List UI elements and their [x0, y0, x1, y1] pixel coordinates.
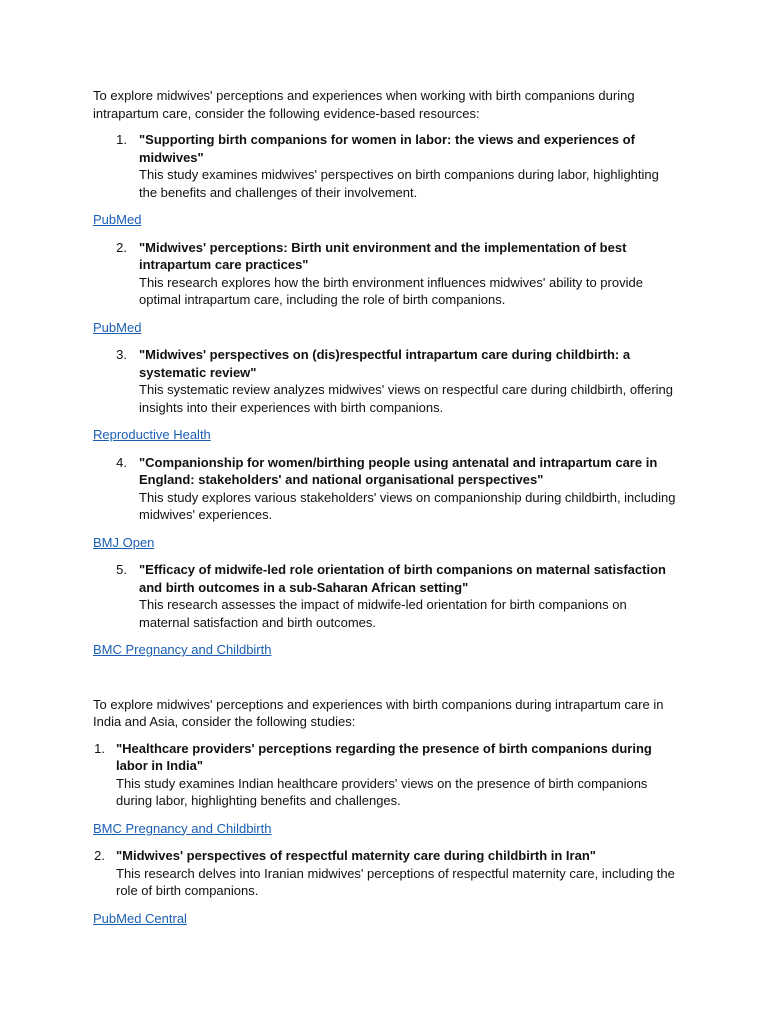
source-link[interactable]: BMC Pregnancy and Childbirth [93, 642, 272, 657]
item-number: 2. [94, 848, 105, 863]
item-title: "Efficacy of midwife-led role orientation of birth companions on maternal satisfaction and birth outcomes in a sub-Saharan African setting" [139, 562, 666, 595]
item-title: "Healthcare providers' perceptions regarding the presence of birth companions during labor in India" [116, 740, 652, 773]
item-title: "Midwives' perspectives of respectful maternity care during childbirth in Iran" [116, 848, 596, 863]
item-description: This study examines Indian healthcare providers' views on the presence of birth companions during labor, highlighting benefits and challenges. [116, 775, 648, 808]
section1-intro: To explore midwives' perceptions and experiences when working with birth companions during intrapartum care, consider the following evidence-based resources: [93, 88, 635, 121]
item-description: This research delves into Iranian midwives' perceptions of respectful maternity care, including the role of birth companions. [116, 865, 675, 898]
source-link[interactable]: PubMed [93, 212, 142, 227]
item-number: 2. [116, 239, 127, 255]
list-item [93, 346, 678, 416]
item-description: This research explores how the birth environment influences midwives' ability to provide optimal intrapartum care, including the role of birth companions. [139, 274, 643, 307]
item-number: 1. [116, 132, 127, 147]
source-link[interactable]: PubMed [93, 319, 142, 335]
item-title: "Midwives' perspectives on (dis)respectful intrapartum care during childbirth: a systematic review" [139, 347, 631, 380]
item-title: "Companionship for women/birthing people using antenatal and intrapartum care in England: stakeholders' and national organisational perspectives" [139, 454, 658, 487]
item-number: 4. [116, 454, 127, 470]
item-title: "Midwives' perceptions: Birth unit environment and the implementation of best intrapartum care practices" [139, 239, 627, 272]
list-item [93, 847, 678, 900]
item-description: This research assesses the impact of midwife-led orientation for birth companions on maternal satisfaction and birth outcomes. [139, 597, 627, 630]
document-page [93, 87, 678, 927]
list-item [93, 454, 678, 524]
item-description: This study examines midwives' perspectives on birth companions during labor, highlighting the benefits and challenges of their involvement. [139, 167, 659, 200]
list-item [93, 131, 678, 201]
item-description: This study explores various stakeholders' views on companionship during childbirth, including midwives' experiences. [139, 489, 676, 522]
item-number: 5. [116, 562, 127, 577]
list-item [93, 561, 678, 631]
item-description: This systematic review analyzes midwives' views on respectful care during childbirth, offering insights into their experiences with birth companions. [139, 382, 674, 415]
list-item [93, 239, 678, 309]
source-link[interactable]: Reproductive Health [93, 427, 211, 442]
item-number: 3. [116, 347, 127, 362]
item-title: "Supporting birth companions for women in labor: the views and experiences of midwives" [139, 132, 635, 165]
source-link[interactable]: BMC Pregnancy and Childbirth [93, 820, 272, 836]
source-link[interactable]: PubMed Central [93, 910, 187, 926]
item-number: 1. [94, 740, 105, 756]
list-item [93, 740, 678, 810]
source-link[interactable]: BMJ Open [93, 534, 155, 550]
section2-intro: To explore midwives' perceptions and experiences with birth companions during intrapartum care in India and Asia, consider the following studies: [93, 696, 664, 729]
